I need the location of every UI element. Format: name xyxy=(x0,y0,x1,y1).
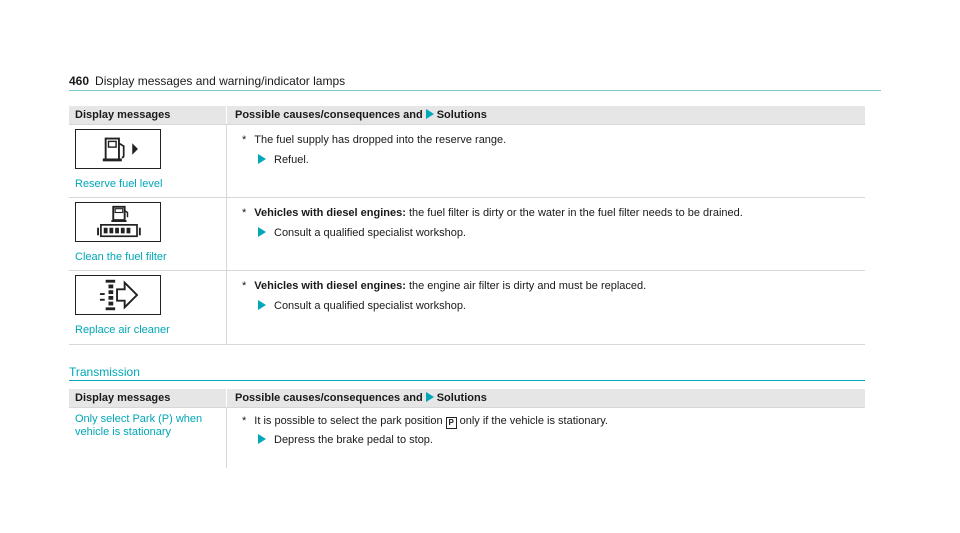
message-label: Clean the fuel filter xyxy=(75,251,167,263)
message-label: Replace air cleaner xyxy=(75,324,170,336)
section-title-transmission: Transmission xyxy=(69,366,865,381)
park-position-symbol: P xyxy=(446,417,457,429)
message-label-line: vehicle is stationary xyxy=(75,426,171,438)
page-header xyxy=(69,74,881,91)
solution-arrow-icon xyxy=(258,154,266,164)
table-header xyxy=(69,106,865,124)
col-header-causes-solutions xyxy=(227,389,865,407)
message-label xyxy=(75,413,202,439)
table-header xyxy=(69,389,865,407)
fuel-filter-icon xyxy=(75,202,161,242)
col-header-display-messages: Display messages xyxy=(69,106,227,124)
solution-arrow-icon xyxy=(426,109,434,119)
cause-text: * Vehicles with diesel engines: the fuel filter is dirty or the water in the fuel filter needs to be drained. xyxy=(242,207,743,219)
cause-text: * It is possible to select the park position P only if the vehicle is stationary. xyxy=(242,415,608,427)
col-header-display-messages: Display messages xyxy=(69,389,227,407)
message-cell xyxy=(69,198,227,270)
col-header-causes-text: Possible causes/consequences and xyxy=(235,392,423,404)
message-cell xyxy=(69,408,227,468)
cause-cell xyxy=(227,408,865,468)
message-cell xyxy=(69,271,227,344)
message-cell xyxy=(69,125,227,197)
table-row xyxy=(69,124,865,197)
solution-text: Consult a qualified specialist workshop. xyxy=(258,300,466,312)
fuel-reserve-icon xyxy=(75,129,161,169)
table-row xyxy=(69,270,865,345)
solution-arrow-icon xyxy=(258,434,266,444)
air-cleaner-icon xyxy=(75,275,161,315)
solution-arrow-icon xyxy=(426,392,434,402)
solution-text: Refuel. xyxy=(258,154,309,166)
message-label: Reserve fuel level xyxy=(75,178,163,190)
solution-text: Depress the brake pedal to stop. xyxy=(258,434,433,446)
cause-cell xyxy=(227,271,865,344)
solution-arrow-icon xyxy=(258,300,266,310)
col-header-solutions-text: Solutions xyxy=(436,109,487,121)
solution-arrow-icon xyxy=(258,227,266,237)
cause-text: * The fuel supply has dropped into the reserve range. xyxy=(242,134,507,146)
cause-text: * Vehicles with diesel engines: the engine air filter is dirty and must be replaced. xyxy=(242,280,647,292)
solution-text: Consult a qualified specialist workshop. xyxy=(258,227,466,239)
col-header-solutions-text: Solutions xyxy=(436,392,487,404)
message-label-line: Only select Park (P) when xyxy=(75,413,203,425)
table-row xyxy=(69,197,865,270)
cause-cell xyxy=(227,125,865,197)
col-header-causes-solutions xyxy=(227,106,865,124)
transmission-messages-table xyxy=(69,389,865,468)
col-header-causes-text: Possible causes/consequences and xyxy=(235,109,423,121)
cause-cell xyxy=(227,198,865,270)
page-number: 460 xyxy=(69,74,90,88)
table-row xyxy=(69,407,865,468)
page-title: Display messages and warning/indicator lamps xyxy=(95,74,346,88)
display-messages-table xyxy=(69,106,865,345)
